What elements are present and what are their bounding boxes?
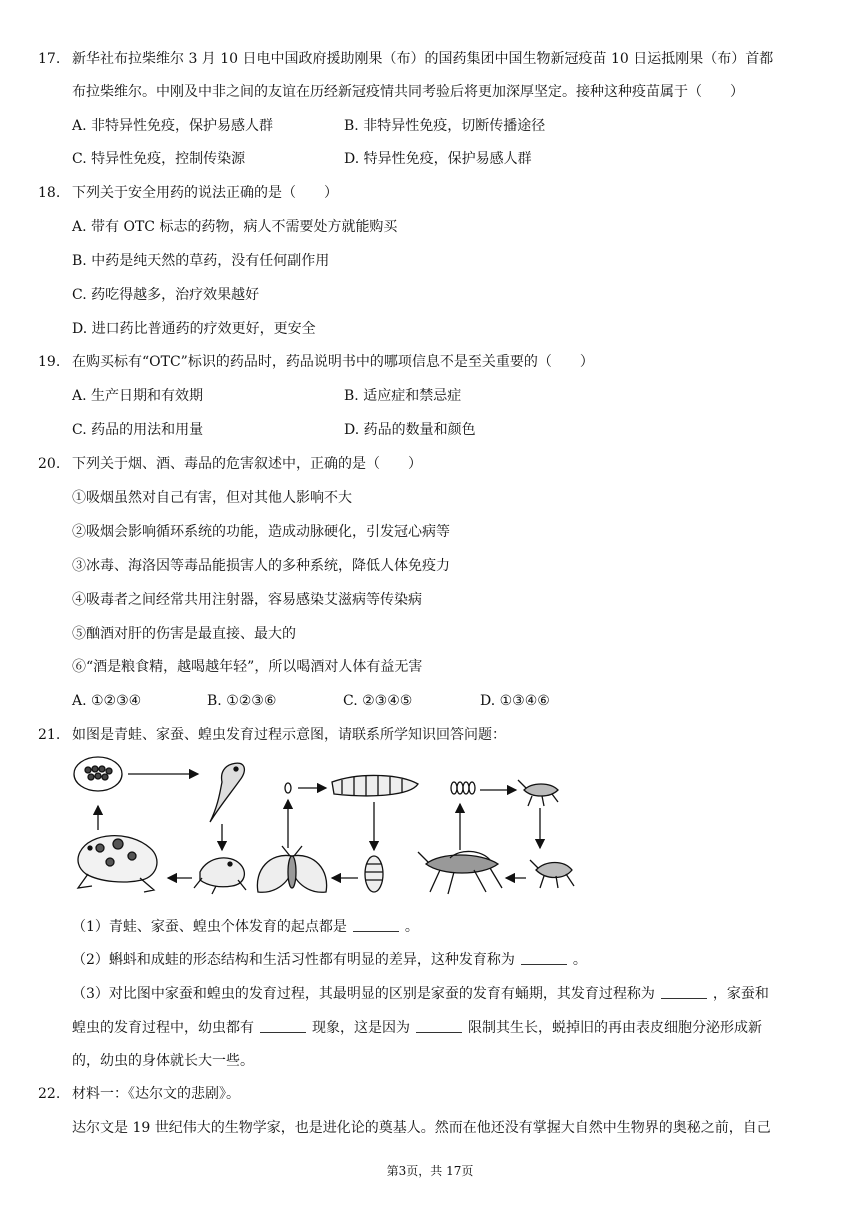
statement-item: ④吸毒者之间经常共用注射器，容易感染艾滋病等传染病 (72, 592, 422, 608)
option-c: C. 特异性免疫，控制传染源 (72, 151, 246, 167)
statement-item: ②吸烟会影响循环系统的功能，造成动脉硬化，引发冠心病等 (72, 524, 450, 540)
frog-eggs-icon (74, 757, 122, 791)
option-a: A. 生产日期和有效期 (72, 388, 204, 404)
sub-question-text: ，家蚕和 (712, 986, 769, 1002)
option-c: C. 药吃得越多，治疗效果越好 (72, 287, 260, 303)
sub-question-text: 现象，这是因为 (312, 1020, 410, 1036)
option-c: C. ②③④⑤ (343, 693, 413, 709)
adult-locust-icon (418, 851, 502, 894)
question-stem: 在购买标有“OTC”标识的药品时，药品说明书中的哪项信息不是至关重要的（ ） (72, 354, 594, 370)
sub-question-2 (72, 949, 587, 971)
statement-item: ⑥“酒是粮食精，越喝越年轻”，所以喝酒对人体有益无害 (72, 659, 423, 675)
question-stem: 下列关于安全用药的说法正确的是（ ） (72, 185, 338, 201)
locust-eggs-icon (451, 782, 475, 794)
question-stem: 下列关于烟、酒、毒品的危害叙述中，正确的是（ ） (72, 456, 422, 472)
option-d: D. 特异性免疫，保护易感人群 (344, 151, 532, 167)
option-b: B. 适应症和禁忌症 (344, 388, 462, 404)
sub-question-3-line-2 (72, 1017, 762, 1039)
silkworm-egg-icon (285, 783, 291, 793)
material-paragraph: 达尔文是 19 世纪伟大的生物学家，也是进化论的奠基人。然而在他还没有掌握大自然中生物界的奥秘之前，自己 (72, 1120, 771, 1136)
adult-frog-icon (78, 836, 157, 892)
question-number: 21. (38, 727, 61, 743)
tadpole-icon (210, 763, 244, 822)
option-d: D. 药品的数量和颜色 (344, 422, 476, 438)
question-number: 19. (38, 354, 61, 370)
question-stem-line: 新华社布拉柴维尔 3 月 10 日电中国政府援助刚果（布）的国药集团中国生物新冠疫苗 10 日运抵刚果（布）首都 (72, 51, 774, 67)
sub-question-text: 。 (572, 952, 587, 968)
question-number: 17. (38, 51, 61, 67)
answer-blank[interactable] (260, 1020, 306, 1033)
option-a: A. 非特异性免疫，保护易感人群 (72, 118, 274, 134)
page-footer: 第3页，共 17页 (386, 1164, 474, 1178)
sub-question-3-line-3 (72, 1050, 254, 1072)
sub-question-1 (72, 916, 419, 938)
option-b: B. ①②③⑥ (207, 693, 277, 709)
sub-question-text: （3）对比图中家蚕和蝗虫的发育过程，其最明显的区别是家蚕的发育有蛹期，其发育过程称为 (72, 986, 655, 1002)
question-21 (38, 724, 828, 748)
question-stem: 如图是青蛙、家蚕、蝗虫发育过程示意图，请联系所学知识回答问题： (72, 727, 506, 743)
development-diagram (70, 752, 590, 904)
answer-blank[interactable] (416, 1020, 462, 1033)
option-a: A. 带有 OTC 标志的药物，病人不需要处方就能购买 (72, 219, 398, 235)
locust-nymph-large-icon (530, 860, 574, 888)
answer-blank[interactable] (521, 952, 567, 965)
question-stem: 材料一：《达尔文的悲剧》。 (72, 1086, 240, 1102)
locust-nymph-icon (518, 780, 558, 806)
sub-question-text: 限制其生长，蜕掉旧的再由表皮细胞分泌形成新 (468, 1020, 762, 1036)
silkworm-pupa-icon (365, 856, 383, 892)
question-17 (38, 48, 828, 118)
option-b: B. 非特异性免疫，切断传播途径 (344, 118, 546, 134)
statement-item: ③冰毒、海洛因等毒品能损害人的多种系统，降低人体免疫力 (72, 558, 450, 574)
question-18 (38, 182, 828, 206)
sub-question-text: 蝗虫的发育过程中，幼虫都有 (72, 1020, 254, 1036)
sub-question-3-line-1 (72, 983, 769, 1005)
silkmoth-icon (257, 846, 326, 892)
option-d: D. 进口药比普通药的疗效更好，更安全 (72, 321, 316, 337)
sub-question-text: （2）蝌蚪和成蛙的形态结构和生活习性都有明显的差异，这种发育称为 (72, 952, 515, 968)
question-stem-line: 布拉柴维尔。中刚及中非之间的友谊在历经新冠疫情共同考验后将更加深厚坚定。接种这种疫苗属于（ ） (72, 84, 744, 100)
question-22 (38, 1083, 828, 1107)
answer-blank[interactable] (661, 986, 707, 999)
option-c: C. 药品的用法和用量 (72, 422, 204, 438)
sub-question-text: 。 (404, 919, 419, 935)
answer-blank[interactable] (353, 919, 399, 932)
young-frog-icon (194, 858, 246, 894)
option-b: B. 中药是纯天然的草药，没有任何副作用 (72, 253, 330, 269)
question-number: 20. (38, 456, 61, 472)
statement-item: ⑤酗酒对肝的伤害是最直接、最大的 (72, 626, 296, 642)
statement-item: ①吸烟虽然对自己有害，但对其他人影响不大 (72, 490, 352, 506)
option-a: A. ①②③④ (72, 693, 142, 709)
silkworm-larva-icon (332, 775, 418, 796)
question-20 (38, 453, 828, 477)
option-d: D. ①③④⑥ (480, 693, 550, 709)
question-19 (38, 351, 828, 375)
sub-question-text: 的，幼虫的身体就长大一些。 (72, 1053, 254, 1069)
question-number: 18. (38, 185, 61, 201)
question-number: 22. (38, 1086, 61, 1102)
sub-question-text: （1）青蛙、家蚕、蝗虫个体发育的起点都是 (72, 919, 347, 935)
